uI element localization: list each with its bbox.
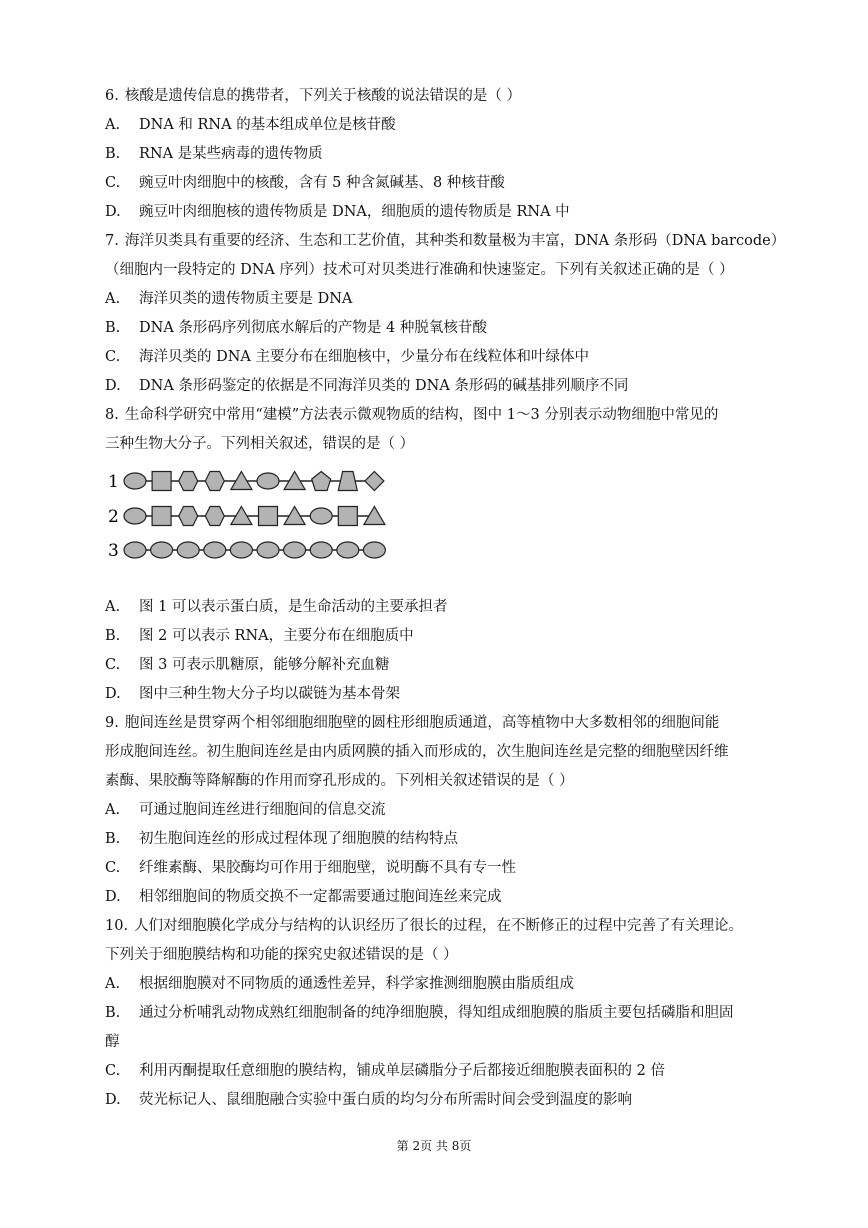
- question-7-option-d: D. DNA 条形码鉴定的依据是不同海洋贝类的 DNA 条形码的碱基排列顺序不同: [105, 378, 629, 394]
- monomer-ellipse-row1-1: [124, 473, 146, 489]
- question-8-option-a: A. 图 1 可以表示蛋白质，是生命活动的主要承担者: [105, 599, 448, 615]
- monomer-ellipse-row2-1: [124, 508, 146, 524]
- question-8-stem-line-2: 三种生物大分子。下列相关叙述，错误的是（ ）: [105, 436, 415, 452]
- question-8-option-c: C. 图 3 可表示肌糖原，能够分解补充血糖: [105, 657, 390, 673]
- question-10-option-b-continued: 醇: [105, 1034, 120, 1050]
- question-9-option-a: A. 可通过胞间连丝进行细胞间的信息交流: [105, 802, 386, 818]
- question-6-option-b: B. RNA 是某些病毒的遗传物质: [105, 146, 323, 162]
- diagram-row-label-1: 1: [108, 472, 119, 492]
- question-9-stem-line-3: 素酶、果胶酶等降解酶的作用而穿孔形成的。下列相关叙述错误的是（ ）: [105, 773, 574, 789]
- monomer-ellipse-row3-4: [204, 542, 226, 558]
- question-9-option-b: B. 初生胞间连丝的形成过程体现了细胞膜的结构特点: [105, 831, 458, 847]
- monomer-hexagon-row1-3: [179, 472, 198, 491]
- question-10-stem-line-2: 下列关于细胞膜结构和功能的探究史叙述错误的是（ ）: [105, 947, 458, 963]
- monomer-diamond-row1-10: [365, 472, 384, 491]
- monomer-square-row2-2: [152, 507, 171, 526]
- question-7-option-a: A. 海洋贝类的遗传物质主要是 DNA: [105, 291, 353, 307]
- monomer-ellipse-row3-9: [337, 542, 359, 558]
- question-9-stem-line-1: 9. 胞间连丝是贯穿两个相邻细胞细胞壁的圆柱形细胞质通道，高等植物中大多数相邻的细胞间能: [105, 715, 720, 731]
- monomer-trapezoid-row1-9: [338, 472, 357, 491]
- monomer-ellipse-row3-2: [151, 542, 173, 558]
- question-10-option-b: B. 通过分析哺乳动物成熟红细胞制备的纯净细胞膜，得知组成细胞膜的脂质主要包括磷脂和胆固: [105, 1005, 734, 1021]
- question-7-stem-line-1: 7. 海洋贝类具有重要的经济、生态和工艺价值，其种类和数量极为丰富，DNA 条形码（DNA barcode）: [105, 233, 786, 249]
- monomer-ellipse-row3-3: [177, 542, 199, 558]
- question-10-option-c: C. 利用丙酮提取任意细胞的膜结构，铺成单层磷脂分子后都接近细胞膜表面积的 2 倍: [105, 1063, 665, 1079]
- question-6-stem: 6. 核酸是遗传信息的携带者，下列关于核酸的说法错误的是（ ）: [105, 88, 521, 104]
- macromolecule-model-diagram: [105, 468, 405, 568]
- question-7-option-b: B. DNA 条形码序列彻底水解后的产物是 4 种脱氧核苷酸: [105, 320, 487, 336]
- monomer-hexagon-row2-4: [205, 507, 224, 526]
- monomer-hexagon-row2-3: [179, 507, 198, 526]
- monomer-ellipse-row2-8: [310, 508, 332, 524]
- monomer-square-row1-2: [152, 472, 171, 491]
- question-6-option-d: D. 豌豆叶肉细胞核的遗传物质是 DNA，细胞质的遗传物质是 RNA 中: [105, 204, 570, 220]
- monomer-pentagon-row1-8: [312, 472, 331, 491]
- monomer-ellipse-row3-6: [257, 542, 279, 558]
- question-8-option-b: B. 图 2 可以表示 RNA，主要分布在细胞质中: [105, 628, 414, 644]
- monomer-ellipse-row3-1: [124, 542, 146, 558]
- question-7-stem-line-2: （细胞内一段特定的 DNA 序列）技术可对贝类进行准确和快速鉴定。下列有关叙述正确的是（ ）: [105, 262, 734, 278]
- monomer-square-row2-6: [259, 507, 278, 526]
- monomer-ellipse-row3-8: [310, 542, 332, 558]
- question-10-option-d: D. 荧光标记人、鼠细胞融合实验中蛋白质的均匀分布所需时间会受到温度的影响: [105, 1092, 632, 1108]
- monomer-ellipse-row3-10: [363, 542, 385, 558]
- question-6-option-c: C. 豌豆叶肉细胞中的核酸，含有 5 种含氮碱基、8 种核苷酸: [105, 175, 505, 191]
- question-8-stem-line-1: 8. 生命科学研究中常用“建模”方法表示微观物质的结构，图中 1～3 分别表示动物细胞中常见的: [105, 407, 719, 423]
- monomer-square-row2-9: [338, 507, 357, 526]
- monomer-hexagon-row1-4: [205, 472, 224, 491]
- question-7-option-c: C. 海洋贝类的 DNA 主要分布在细胞核中，少量分布在线粒体和叶绿体中: [105, 349, 590, 365]
- question-10-stem-line-1: 10. 人们对细胞膜化学成分与结构的认识经历了很长的过程，在不断修正的过程中完善了有关理论。: [105, 918, 744, 934]
- question-10-option-a: A. 根据细胞膜对不同物质的通透性差异，科学家推测细胞膜由脂质组成: [105, 976, 574, 992]
- question-6-option-a: A. DNA 和 RNA 的基本组成单位是核苷酸: [105, 117, 396, 133]
- question-9-option-c: C. 纤维素酶、果胶酶均可作用于细胞壁，说明酶不具有专一性: [105, 860, 516, 876]
- page-footer: 第 2页 共 8页: [396, 1139, 472, 1153]
- question-8-option-d: D. 图中三种生物大分子均以碳链为基本骨架: [105, 686, 400, 702]
- question-9-option-d: D. 相邻细胞间的物质交换不一定都需要通过胞间连丝来完成: [105, 889, 502, 905]
- diagram-row-label-2: 2: [108, 507, 119, 527]
- monomer-ellipse-row1-6: [257, 473, 279, 489]
- monomer-ellipse-row3-7: [284, 542, 306, 558]
- diagram-row-label-3: 3: [108, 541, 119, 561]
- monomer-ellipse-row3-5: [230, 542, 252, 558]
- question-9-stem-line-2: 形成胞间连丝。初生胞间连丝是由内质网膜的插入而形成的，次生胞间连丝是完整的细胞壁因纤维: [105, 744, 729, 760]
